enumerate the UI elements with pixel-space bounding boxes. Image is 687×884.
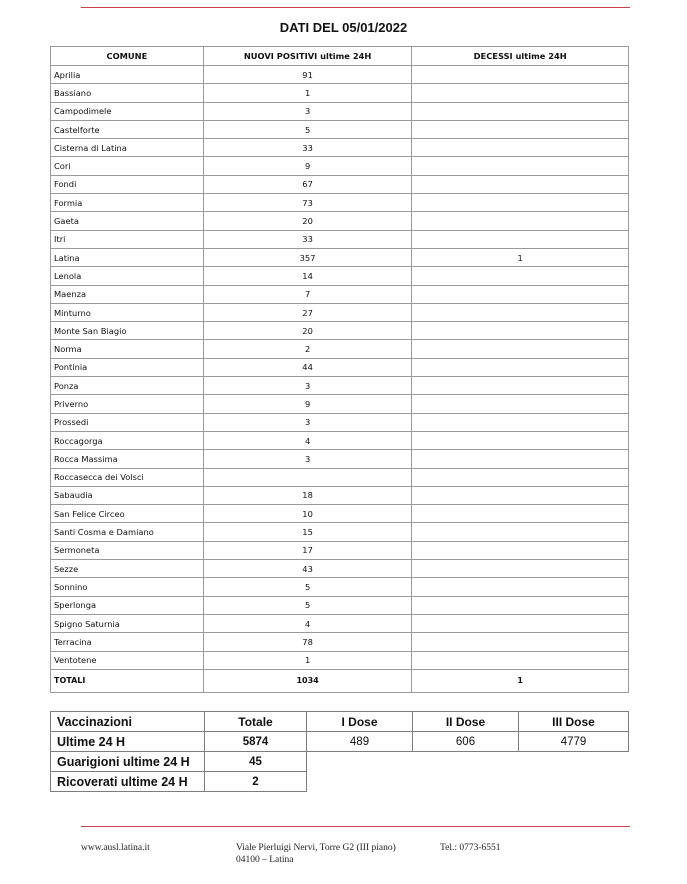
decessi-cell — [412, 614, 629, 632]
positivi-cell: 78 — [203, 633, 412, 651]
positivi-cell: 9 — [203, 157, 412, 175]
comune-cell: Sabaudia — [51, 486, 204, 504]
positivi-cell: 44 — [203, 358, 412, 376]
decessi-cell — [412, 541, 629, 559]
decessi-cell — [412, 194, 629, 212]
header-totale: Totale — [205, 712, 307, 732]
decessi-cell — [412, 66, 629, 84]
comune-cell: Norma — [51, 340, 204, 358]
comune-cell: Cori — [51, 157, 204, 175]
decessi-cell — [412, 523, 629, 541]
comune-cell: Bassiano — [51, 84, 204, 102]
table-row — [51, 358, 629, 376]
vaccination-values-row — [51, 732, 629, 752]
vaccinazioni-label: Vaccinazioni — [51, 712, 205, 732]
table-row — [51, 120, 629, 138]
positivi-cell: 33 — [203, 139, 412, 157]
vacc-totale-value: 5874 — [205, 732, 307, 752]
table-header-row — [51, 47, 629, 66]
positivi-cell: 73 — [203, 194, 412, 212]
ricoverati-value: 2 — [205, 772, 307, 792]
comune-cell: Sezze — [51, 560, 204, 578]
comune-cell: Terracina — [51, 633, 204, 651]
positivi-cell: 4 — [203, 614, 412, 632]
guarigioni-label: Guarigioni ultime 24 H — [51, 752, 205, 772]
decessi-cell: 1 — [412, 248, 629, 266]
table-row — [51, 377, 629, 395]
table-row — [51, 486, 629, 504]
comune-cell: Monte San Biagio — [51, 322, 204, 340]
comune-cell: Gaeta — [51, 212, 204, 230]
ultime-24h-label: Ultime 24 H — [51, 732, 205, 752]
table-row — [51, 560, 629, 578]
table-row — [51, 303, 629, 321]
vacc-iii-dose-value: 4779 — [519, 732, 629, 752]
decessi-cell — [412, 578, 629, 596]
decessi-cell — [412, 651, 629, 669]
positivi-cell: 5 — [203, 120, 412, 138]
decessi-cell — [412, 340, 629, 358]
decessi-cell — [412, 633, 629, 651]
comune-cell: Cisterna di Latina — [51, 139, 204, 157]
comune-cell: Sperlonga — [51, 596, 204, 614]
table-row — [51, 267, 629, 285]
table-row — [51, 230, 629, 248]
header-ii-dose: II Dose — [413, 712, 519, 732]
table-row — [51, 431, 629, 449]
positivi-cell: 91 — [203, 66, 412, 84]
header-decessi: DECESSI ultime 24H — [412, 47, 629, 66]
decessi-cell — [412, 377, 629, 395]
comune-cell: Minturno — [51, 303, 204, 321]
table-row — [51, 596, 629, 614]
table-row — [51, 450, 629, 468]
table-row — [51, 578, 629, 596]
table-row — [51, 212, 629, 230]
table-row — [51, 413, 629, 431]
ricoverati-label: Ricoverati ultime 24 H — [51, 772, 205, 792]
positivi-cell: 14 — [203, 267, 412, 285]
table-row — [51, 66, 629, 84]
header-nuovi-positivi: NUOVI POSITIVI ultime 24H — [203, 47, 412, 66]
comune-cell: Campodimele — [51, 102, 204, 120]
decessi-cell — [412, 413, 629, 431]
positivi-cell: 17 — [203, 541, 412, 559]
positivi-cell: 18 — [203, 486, 412, 504]
table-row — [51, 395, 629, 413]
positivi-cell: 1 — [203, 651, 412, 669]
positivi-cell: 27 — [203, 303, 412, 321]
positivi-cell — [203, 468, 412, 486]
table-row — [51, 633, 629, 651]
page-title: DATI DEL 05/01/2022 — [279, 20, 408, 35]
positivi-cell: 3 — [203, 413, 412, 431]
positivi-cell: 7 — [203, 285, 412, 303]
comune-cell: Priverno — [51, 395, 204, 413]
totals-decessi: 1 — [412, 669, 629, 692]
vacc-i-dose-value: 489 — [307, 732, 413, 752]
positivi-cell: 1 — [203, 84, 412, 102]
footer-website[interactable]: www.ausl.latina.it — [81, 843, 150, 853]
positivi-cell: 357 — [203, 248, 412, 266]
positivi-cell: 4 — [203, 431, 412, 449]
bottom-divider — [81, 826, 630, 827]
decessi-cell — [412, 560, 629, 578]
header-comune: COMUNE — [51, 47, 204, 66]
comune-cell: Aprilia — [51, 66, 204, 84]
table-row — [51, 285, 629, 303]
footer-address — [236, 842, 396, 866]
comune-cell: Spigno Saturnia — [51, 614, 204, 632]
decessi-cell — [412, 431, 629, 449]
table-row — [51, 505, 629, 523]
table-row — [51, 194, 629, 212]
decessi-cell — [412, 468, 629, 486]
footer-address-line1: Viale Pierluigi Nervi, Torre G2 (III piano) — [236, 843, 396, 853]
decessi-cell — [412, 157, 629, 175]
positivi-cell: 2 — [203, 340, 412, 358]
positivi-cell: 15 — [203, 523, 412, 541]
header-i-dose: I Dose — [307, 712, 413, 732]
decessi-cell — [412, 505, 629, 523]
positivi-cell: 33 — [203, 230, 412, 248]
table-row — [51, 175, 629, 193]
positivi-cell: 5 — [203, 596, 412, 614]
decessi-cell — [412, 267, 629, 285]
comune-cell: San Felice Circeo — [51, 505, 204, 523]
decessi-cell — [412, 596, 629, 614]
comune-cell: Ventotene — [51, 651, 204, 669]
positivi-cell: 43 — [203, 560, 412, 578]
comune-cell: Itri — [51, 230, 204, 248]
table-row — [51, 468, 629, 486]
comune-cell: Roccasecca dei Volsci — [51, 468, 204, 486]
positivi-cell: 5 — [203, 578, 412, 596]
table-row — [51, 84, 629, 102]
positivi-cell: 9 — [203, 395, 412, 413]
vacc-ii-dose-value: 606 — [413, 732, 519, 752]
comune-cell: Ponza — [51, 377, 204, 395]
guarigioni-value: 45 — [205, 752, 307, 772]
comune-cell: Formia — [51, 194, 204, 212]
table-row — [51, 102, 629, 120]
totals-positivi: 1034 — [203, 669, 412, 692]
comuni-table — [50, 46, 629, 693]
positivi-cell: 10 — [203, 505, 412, 523]
header-iii-dose: III Dose — [519, 712, 629, 732]
decessi-cell — [412, 120, 629, 138]
decessi-cell — [412, 285, 629, 303]
table-row — [51, 651, 629, 669]
footer-phone: Tel.: 0773-6551 — [440, 843, 501, 853]
vaccination-table — [50, 711, 629, 792]
totals-label: TOTALI — [51, 669, 204, 692]
positivi-cell: 3 — [203, 450, 412, 468]
comune-cell: Roccagorga — [51, 431, 204, 449]
positivi-cell: 3 — [203, 102, 412, 120]
decessi-cell — [412, 486, 629, 504]
comune-cell: Rocca Massima — [51, 450, 204, 468]
comune-cell: Latina — [51, 248, 204, 266]
table-row — [51, 340, 629, 358]
decessi-cell — [412, 358, 629, 376]
table-row — [51, 248, 629, 266]
decessi-cell — [412, 322, 629, 340]
vaccination-header-row — [51, 712, 629, 732]
positivi-cell: 3 — [203, 377, 412, 395]
positivi-cell: 20 — [203, 322, 412, 340]
table-row — [51, 139, 629, 157]
table-row — [51, 157, 629, 175]
decessi-cell — [412, 139, 629, 157]
positivi-cell: 67 — [203, 175, 412, 193]
footer-address-line2: 04100 – Latina — [236, 855, 294, 865]
decessi-cell — [412, 230, 629, 248]
table-row — [51, 614, 629, 632]
top-divider — [81, 7, 630, 8]
table-row — [51, 541, 629, 559]
decessi-cell — [412, 102, 629, 120]
comune-cell: Pontinia — [51, 358, 204, 376]
comune-cell: Lenola — [51, 267, 204, 285]
comune-cell: Santi Cosma e Damiano — [51, 523, 204, 541]
recovered-row — [51, 752, 629, 772]
totals-row — [51, 669, 629, 692]
comune-cell: Castelforte — [51, 120, 204, 138]
decessi-cell — [412, 212, 629, 230]
comune-cell: Maenza — [51, 285, 204, 303]
table-row — [51, 322, 629, 340]
decessi-cell — [412, 84, 629, 102]
positivi-cell: 20 — [203, 212, 412, 230]
table-row — [51, 523, 629, 541]
comune-cell: Prossedi — [51, 413, 204, 431]
comune-cell: Fondi — [51, 175, 204, 193]
decessi-cell — [412, 175, 629, 193]
decessi-cell — [412, 395, 629, 413]
decessi-cell — [412, 450, 629, 468]
comune-cell: Sonnino — [51, 578, 204, 596]
decessi-cell — [412, 303, 629, 321]
comune-cell: Sermoneta — [51, 541, 204, 559]
hospitalized-row — [51, 772, 629, 792]
